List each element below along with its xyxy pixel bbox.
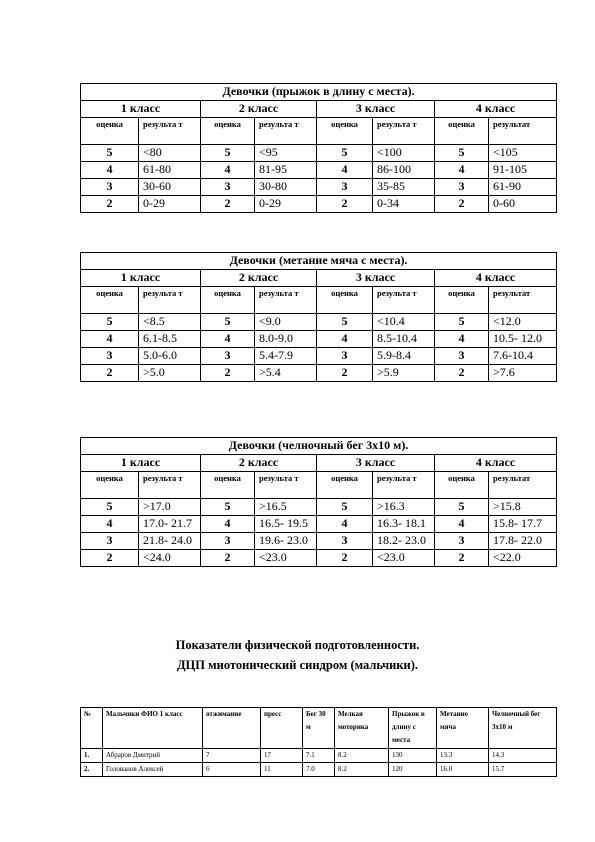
result-cell: 7.6-10.4 bbox=[489, 348, 557, 365]
result-cell: <100 bbox=[373, 145, 435, 162]
result-cell: 7.0 bbox=[303, 763, 335, 777]
col-grade-label: оценка bbox=[201, 287, 255, 314]
result-cell: >15.8 bbox=[489, 499, 557, 516]
result-cell: 18.2- 23.0 bbox=[373, 533, 435, 550]
class-header: 4 класс bbox=[435, 270, 557, 287]
result-cell: 10.5- 12.0 bbox=[489, 331, 557, 348]
grade-cell: 4 bbox=[317, 162, 373, 179]
col-result-label: результат bbox=[489, 287, 557, 314]
section-heading-line1: Показатели физической подготовленности. bbox=[175, 638, 420, 652]
grade-cell: 3 bbox=[201, 533, 255, 550]
result-cell: >17.0 bbox=[139, 499, 201, 516]
col-result-label: результа т bbox=[255, 472, 317, 499]
col-motor-header: Мелкая моторика bbox=[335, 708, 389, 749]
result-cell: 5.4-7.9 bbox=[255, 348, 317, 365]
table-title: Девочки (прыжок в длину с места). bbox=[81, 84, 557, 101]
grade-cell: 2 bbox=[81, 365, 139, 382]
grade-cell: 3 bbox=[201, 348, 255, 365]
col-number-header: № bbox=[81, 708, 103, 749]
result-cell: 120 bbox=[389, 763, 437, 777]
grade-cell: 3 bbox=[317, 533, 373, 550]
result-cell: 0-29 bbox=[139, 196, 201, 213]
col-name-header: Мальчики ФИО 1 класс bbox=[103, 708, 203, 749]
class-header: 2 класс bbox=[201, 455, 317, 472]
col-result-label: результа т bbox=[139, 287, 201, 314]
grade-cell: 3 bbox=[317, 348, 373, 365]
result-cell: <23.0 bbox=[373, 550, 435, 567]
col-press-header: пресс bbox=[261, 708, 303, 749]
grade-cell: 5 bbox=[201, 499, 255, 516]
result-cell: 0-34 bbox=[373, 196, 435, 213]
result-cell: 17.0- 21.7 bbox=[139, 516, 201, 533]
row-number: 2. bbox=[81, 763, 103, 777]
result-cell: 0-29 bbox=[255, 196, 317, 213]
table-row bbox=[81, 162, 557, 179]
table-row bbox=[81, 550, 557, 567]
grade-cell: 3 bbox=[435, 533, 489, 550]
grade-cell: 4 bbox=[317, 516, 373, 533]
col-result-label: результат bbox=[489, 118, 557, 145]
result-cell: 17.8- 22.0 bbox=[489, 533, 557, 550]
col-grade-label: оценка bbox=[435, 287, 489, 314]
result-cell: <10.4 bbox=[373, 314, 435, 331]
result-cell: <12.0 bbox=[489, 314, 557, 331]
col-result-label: результа т bbox=[255, 118, 317, 145]
result-cell: 17 bbox=[261, 749, 303, 763]
boys-results-table bbox=[80, 707, 557, 777]
grade-cell: 2 bbox=[435, 550, 489, 567]
result-cell: 14.3 bbox=[489, 749, 557, 763]
table-row bbox=[81, 516, 557, 533]
result-cell: 0-60 bbox=[489, 196, 557, 213]
grade-cell: 5 bbox=[435, 314, 489, 331]
grade-cell: 2 bbox=[317, 550, 373, 567]
grade-cell: 2 bbox=[201, 365, 255, 382]
col-throw-header: Метание мяча bbox=[437, 708, 489, 749]
result-cell: 16.0 bbox=[437, 763, 489, 777]
grade-cell: 5 bbox=[317, 314, 373, 331]
table-row bbox=[81, 314, 557, 331]
table-title: Девочки (метание мяча с места). bbox=[81, 253, 557, 270]
class-header: 2 класс bbox=[201, 270, 317, 287]
table-row bbox=[81, 749, 557, 763]
col-result-label: результа т bbox=[373, 472, 435, 499]
grade-cell: 5 bbox=[201, 314, 255, 331]
grade-cell: 5 bbox=[201, 145, 255, 162]
result-cell: 61-90 bbox=[489, 179, 557, 196]
section-heading-line2: ДЦП миотонический синдром (мальчики). bbox=[176, 658, 419, 672]
table-row bbox=[81, 145, 557, 162]
grade-cell: 2 bbox=[317, 196, 373, 213]
student-name: Абраров Дмитрий bbox=[103, 749, 203, 763]
col-shuttle-header: Челночный бег 3х10 м bbox=[489, 708, 557, 749]
result-cell: 7.1 bbox=[303, 749, 335, 763]
class-header: 3 класс bbox=[317, 270, 435, 287]
col-run-header: Бег 30 м bbox=[303, 708, 335, 749]
grade-cell: 3 bbox=[81, 179, 139, 196]
col-result-label: результа т bbox=[255, 287, 317, 314]
col-result-label: результа т bbox=[139, 118, 201, 145]
class-header: 2 класс bbox=[201, 101, 317, 118]
result-cell: 81-95 bbox=[255, 162, 317, 179]
grade-cell: 4 bbox=[201, 516, 255, 533]
grade-cell: 4 bbox=[435, 162, 489, 179]
result-cell: <95 bbox=[255, 145, 317, 162]
result-cell: 91-105 bbox=[489, 162, 557, 179]
col-grade-label: оценка bbox=[81, 287, 139, 314]
grade-cell: 5 bbox=[317, 145, 373, 162]
girls-long-jump-table bbox=[80, 83, 557, 213]
grade-cell: 5 bbox=[317, 499, 373, 516]
girls-shuttle-run-table bbox=[80, 437, 557, 567]
grade-cell: 2 bbox=[435, 365, 489, 382]
col-grade-label: оценка bbox=[201, 472, 255, 499]
result-cell: >16.3 bbox=[373, 499, 435, 516]
grade-cell: 3 bbox=[201, 179, 255, 196]
grade-cell: 3 bbox=[81, 533, 139, 550]
grade-cell: 3 bbox=[435, 348, 489, 365]
grade-cell: 5 bbox=[435, 145, 489, 162]
grade-cell: 3 bbox=[317, 179, 373, 196]
result-cell: >7.6 bbox=[489, 365, 557, 382]
grade-cell: 2 bbox=[201, 196, 255, 213]
result-cell: 30-80 bbox=[255, 179, 317, 196]
grade-cell: 2 bbox=[317, 365, 373, 382]
class-header: 4 класс bbox=[435, 101, 557, 118]
col-grade-label: оценка bbox=[317, 287, 373, 314]
result-cell: 30-60 bbox=[139, 179, 201, 196]
result-cell: 6.1-8.5 bbox=[139, 331, 201, 348]
grade-cell: 4 bbox=[81, 516, 139, 533]
result-cell: 8.5-10.4 bbox=[373, 331, 435, 348]
grade-cell: 4 bbox=[435, 516, 489, 533]
result-cell: <105 bbox=[489, 145, 557, 162]
result-cell: 15.7 bbox=[489, 763, 557, 777]
col-result-label: результа т bbox=[139, 472, 201, 499]
class-header: 1 класс bbox=[81, 270, 201, 287]
col-pushups-header: отжимание bbox=[203, 708, 261, 749]
result-cell: <8.5 bbox=[139, 314, 201, 331]
grade-cell: 4 bbox=[201, 331, 255, 348]
result-cell: 130 bbox=[389, 749, 437, 763]
girls-ball-throw-table bbox=[80, 252, 557, 382]
result-cell: 8.2 bbox=[335, 763, 389, 777]
result-cell: <24.0 bbox=[139, 550, 201, 567]
table-row bbox=[81, 179, 557, 196]
col-grade-label: оценка bbox=[317, 472, 373, 499]
class-header: 4 класс bbox=[435, 455, 557, 472]
result-cell: 8.0-9.0 bbox=[255, 331, 317, 348]
col-result-label: результат bbox=[489, 472, 557, 499]
table-row bbox=[81, 365, 557, 382]
result-cell: 6 bbox=[203, 763, 261, 777]
result-cell: 11 bbox=[261, 763, 303, 777]
col-grade-label: оценка bbox=[81, 472, 139, 499]
result-cell: >5.0 bbox=[139, 365, 201, 382]
grade-cell: 2 bbox=[81, 550, 139, 567]
grade-cell: 3 bbox=[81, 348, 139, 365]
result-cell: 15.8- 17.7 bbox=[489, 516, 557, 533]
grade-cell: 5 bbox=[81, 499, 139, 516]
col-result-label: результа т bbox=[373, 118, 435, 145]
result-cell: 8.2 bbox=[335, 749, 389, 763]
result-cell: 16.5- 19.5 bbox=[255, 516, 317, 533]
result-cell: <80 bbox=[139, 145, 201, 162]
col-grade-label: оценка bbox=[81, 118, 139, 145]
grade-cell: 4 bbox=[317, 331, 373, 348]
grade-cell: 5 bbox=[81, 145, 139, 162]
row-number: 1. bbox=[81, 749, 103, 763]
col-result-label: результа т bbox=[373, 287, 435, 314]
grade-cell: 4 bbox=[81, 162, 139, 179]
result-cell: 35-85 bbox=[373, 179, 435, 196]
result-cell: 16.3- 18.1 bbox=[373, 516, 435, 533]
table-row bbox=[81, 348, 557, 365]
table-row bbox=[81, 499, 557, 516]
class-header: 1 класс bbox=[81, 101, 201, 118]
table-row bbox=[81, 331, 557, 348]
grade-cell: 5 bbox=[435, 499, 489, 516]
col-grade-label: оценка bbox=[201, 118, 255, 145]
result-cell: 5.9-8.4 bbox=[373, 348, 435, 365]
grade-cell: 4 bbox=[201, 162, 255, 179]
result-cell: 61-80 bbox=[139, 162, 201, 179]
table-title: Девочки (челночный бег 3х10 м). bbox=[81, 438, 557, 455]
result-cell: 19.6- 23.0 bbox=[255, 533, 317, 550]
table-row bbox=[81, 533, 557, 550]
grade-cell: 2 bbox=[435, 196, 489, 213]
class-header: 3 класс bbox=[317, 101, 435, 118]
grade-cell: 2 bbox=[81, 196, 139, 213]
col-jump-header: Прыжок в длину с места bbox=[389, 708, 437, 749]
grade-cell: 4 bbox=[81, 331, 139, 348]
class-header: 3 класс bbox=[317, 455, 435, 472]
table-row bbox=[81, 196, 557, 213]
grade-cell: 3 bbox=[435, 179, 489, 196]
student-name: Голованов Алексей bbox=[103, 763, 203, 777]
grade-cell: 2 bbox=[201, 550, 255, 567]
result-cell: 7 bbox=[203, 749, 261, 763]
grade-cell: 4 bbox=[435, 331, 489, 348]
result-cell: <9.0 bbox=[255, 314, 317, 331]
result-cell: 86-100 bbox=[373, 162, 435, 179]
result-cell: >5.9 bbox=[373, 365, 435, 382]
col-grade-label: оценка bbox=[435, 118, 489, 145]
class-header: 1 класс bbox=[81, 455, 201, 472]
result-cell: >16.5 bbox=[255, 499, 317, 516]
result-cell: <23.0 bbox=[255, 550, 317, 567]
result-cell: >5.4 bbox=[255, 365, 317, 382]
table-row bbox=[81, 763, 557, 777]
col-grade-label: оценка bbox=[317, 118, 373, 145]
col-grade-label: оценка bbox=[435, 472, 489, 499]
result-cell: 5.0-6.0 bbox=[139, 348, 201, 365]
grade-cell: 5 bbox=[81, 314, 139, 331]
result-cell: 13.3 bbox=[437, 749, 489, 763]
result-cell: <22.0 bbox=[489, 550, 557, 567]
result-cell: 21.8- 24.0 bbox=[139, 533, 201, 550]
